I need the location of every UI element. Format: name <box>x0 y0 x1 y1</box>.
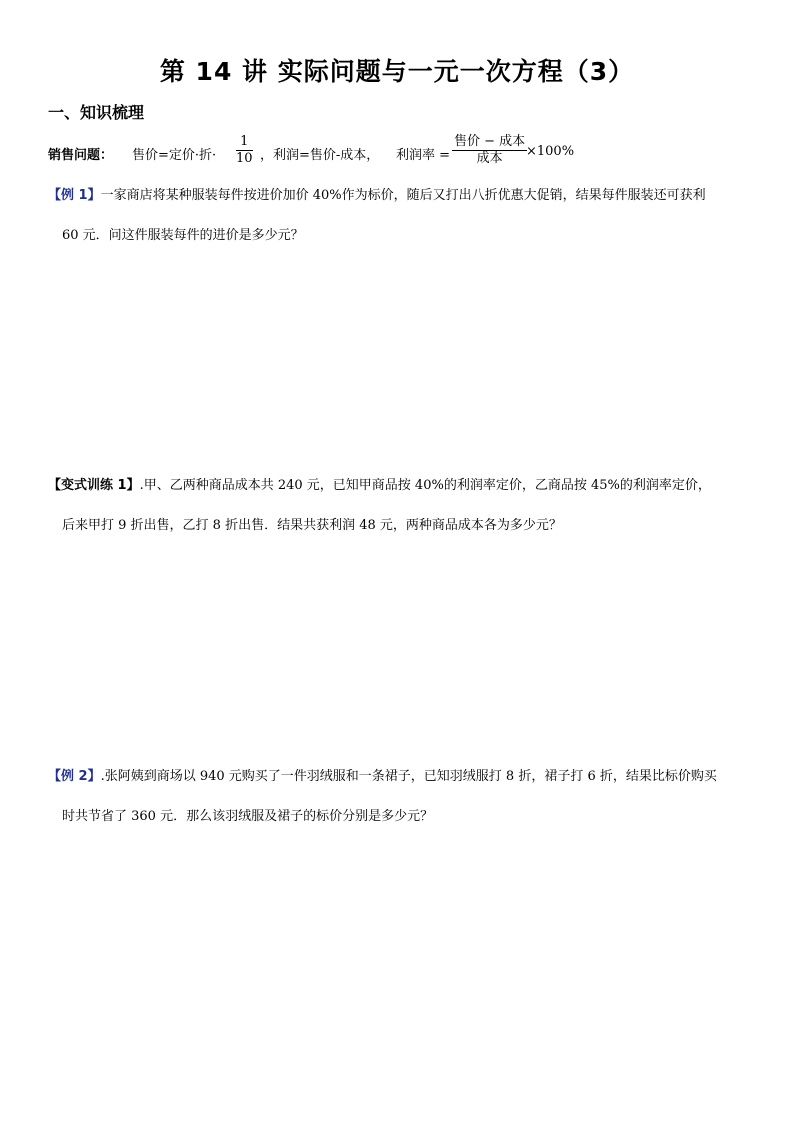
problem-text-line1: .张阿姨到商场以 940 元购买了一件羽绒服和一条裙子，已知羽绒服打 8 折，裙子打 6 折，结果比标价购买 <box>100 769 717 784</box>
problem-text-line2: 60 元．问这件服装每件的进价是多少元？ <box>62 228 304 243</box>
price-definition: 售价=定价·折· <box>132 148 217 163</box>
formula-label: 销售问题： <box>48 148 114 163</box>
problem-text-line2: 后来甲打 9 折出售，乙打 8 折出售．结果共获利润 48 元，两种商品成本各为多少元？ <box>62 518 562 533</box>
problem-tag: 【变式训练 1】 <box>48 478 140 493</box>
page-title: 第 14 讲 实际问题与一元一次方程（3） <box>159 57 635 86</box>
fraction-denominator: 成本 <box>476 151 503 166</box>
percent-suffix: ×100% <box>526 144 575 159</box>
fraction-numerator: 售价 − 成本 <box>454 134 526 149</box>
fraction-one-tenth <box>236 134 253 167</box>
problem-text-line1: 一家商店将某种服装每件按进价加价 40%作为标价，随后又打出八折优惠大促销，结果每件服装还可获利 <box>100 188 706 203</box>
problem-example-2 <box>48 757 758 837</box>
problem-tag: 【例 1】 <box>48 188 101 203</box>
profit-rate-fraction <box>452 134 527 167</box>
profit-definition: ，利润=售价-成本， <box>260 148 380 163</box>
problem-tag: 【例 2】 <box>48 769 101 784</box>
section-heading: 一、知识梳理 <box>48 103 145 122</box>
problem-text-line1: .甲、乙两种商品成本共 240 元，已知甲商品按 40%的利润率定价，乙商品按 45%的利润率定价， <box>139 478 711 493</box>
fraction-denominator: 10 <box>236 151 253 166</box>
profit-rate-label: 利润率 = <box>396 148 451 163</box>
problem-text-line2: 时共节省了 360 元．那么该羽绒服及裙子的标价分别是多少元？ <box>62 809 434 824</box>
problem-example-1 <box>48 176 758 256</box>
fraction-numerator: 1 <box>236 134 253 151</box>
problem-variant-1 <box>48 466 758 546</box>
